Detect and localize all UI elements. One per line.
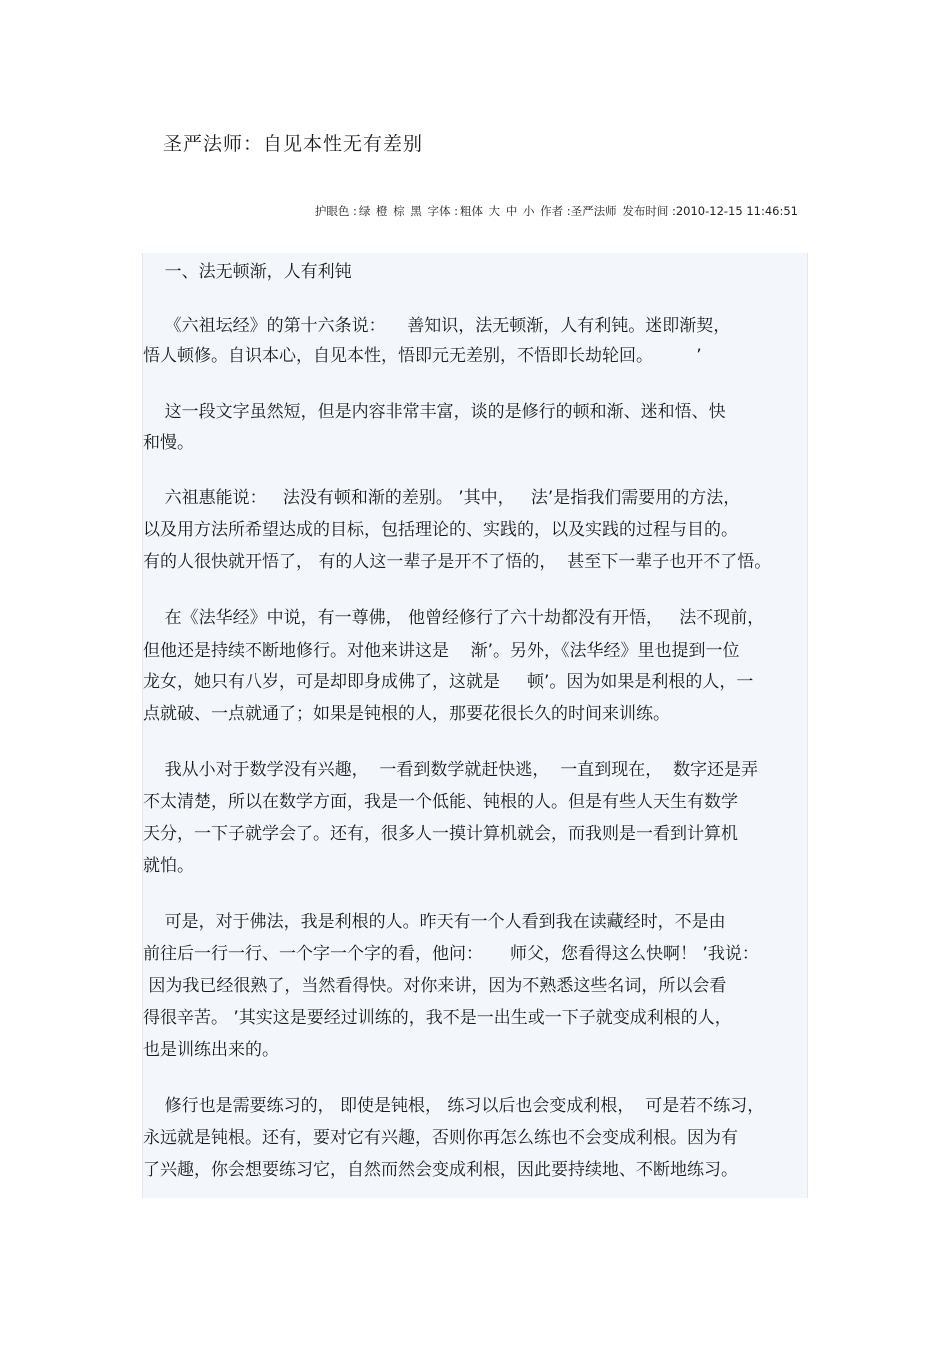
font-size-small-link[interactable]: 小 <box>522 204 535 218</box>
body-line: 前往后一行一行、一个字一个字的看，他问： 师父，您看得这么快啊！ ’我说： <box>143 944 759 964</box>
body-line: 修行也是需要练习的， 即使是钝根， 练习以后也会变成利根， 可是若不练习， <box>143 1096 765 1116</box>
body-line: 得很辛苦。 ’其实这是要经过训练的，我不是一出生或一下子就变成利根的人， <box>143 1008 732 1028</box>
publish-time: 发布时间 :2010-12-15 11:46:51 <box>622 204 798 218</box>
body-line: 天分，一下子就学会了。还有，很多人一摸计算机就会，而我则是一看到计算机 <box>143 824 738 844</box>
body-line: 了兴趣，你会想要练习它，自然而然会变成利根，因此要持续地、不断地练习。 <box>143 1160 738 1180</box>
body-line: 一、法无顿渐，人有利钝 <box>143 262 352 282</box>
eye-color-brown-link[interactable]: 棕 <box>393 204 405 218</box>
eye-color-orange-link[interactable]: 橙 <box>376 204 388 218</box>
article-meta-bar <box>313 203 798 219</box>
body-line: 在《法华经》中说，有一尊佛， 他曾经修行了六十劫都没有开悟， 法不现前， <box>143 608 765 628</box>
body-line: 这一段文字虽然短，但是内容非常丰富，谈的是修行的顿和渐、迷和悟、快 <box>143 402 726 422</box>
font-size-medium-link[interactable]: 中 <box>505 204 518 218</box>
body-line: 我从小对于数学没有兴趣， 一看到数学就赶快逃， 一直到现在， 数字还是弄 <box>143 760 759 780</box>
body-line: 龙女，她只有八岁，可是却即身成佛了，这就是 顿’。因为如果是利根的人，一 <box>143 672 754 692</box>
body-line: 点就破、一点就通了；如果是钝根的人，那要花很长久的时间来训练。 <box>143 704 670 724</box>
font-size-large-link[interactable]: 大 <box>488 204 501 218</box>
body-line: 因为我已经很熟了，当然看得快。对你来讲，因为不熟悉这些名词，所以会看 <box>143 976 727 996</box>
body-line: 就怕。 <box>143 856 194 876</box>
body-line: 六祖惠能说： 法没有顿和渐的差别。 ’其中， 法’是指我们需要用的方法， <box>143 488 741 508</box>
article-body <box>142 253 808 1198</box>
font-bold-link[interactable]: 粗体 <box>460 204 484 218</box>
eye-color-green-link[interactable]: 绿 <box>358 204 371 218</box>
body-line: 和慢。 <box>143 433 194 453</box>
body-line: 但他还是持续不断地修行。对他来讲这是 渐’。另外，《法华经》里也提到一位 <box>143 641 740 661</box>
body-line: 永远就是钝根。还有，要对它有兴趣，否则你再怎么练也不会变成利根。因为有 <box>143 1128 738 1148</box>
body-line: 也是训练出来的。 <box>143 1040 279 1060</box>
eye-care-label: 护眼色 : <box>314 204 357 218</box>
body-line: 可是，对于佛法，我是利根的人。昨天有一个人看到我在读藏经时，不是由 <box>143 912 726 932</box>
body-line: 有的人很快就开悟了， 有的人这一辈子是开不了悟的， 甚至下一辈子也开不了悟。 <box>143 552 772 572</box>
article-title: 圣严法师：自见本性无有差别 <box>163 133 424 155</box>
author-label: 作者 :圣严法师 <box>540 204 617 218</box>
body-line: 不太清楚，所以在数学方面，我是一个低能、钝根的人。但是有些人天生有数学 <box>143 792 738 812</box>
body-line: 悟人顿修。自识本心，自见本性，悟即元无差别，不悟即长劫轮回。 ’ <box>143 346 702 366</box>
font-label: 字体 : <box>427 204 459 218</box>
body-line: 《六祖坛经》的第十六条说： 善知识，法无顿渐，人有利钝。迷即渐契， <box>143 316 731 336</box>
eye-color-black-link[interactable]: 黑 <box>410 204 422 218</box>
body-line: 以及用方法所希望达成的目标，包括理论的、实践的，以及实践的过程与目的。 <box>143 520 738 540</box>
